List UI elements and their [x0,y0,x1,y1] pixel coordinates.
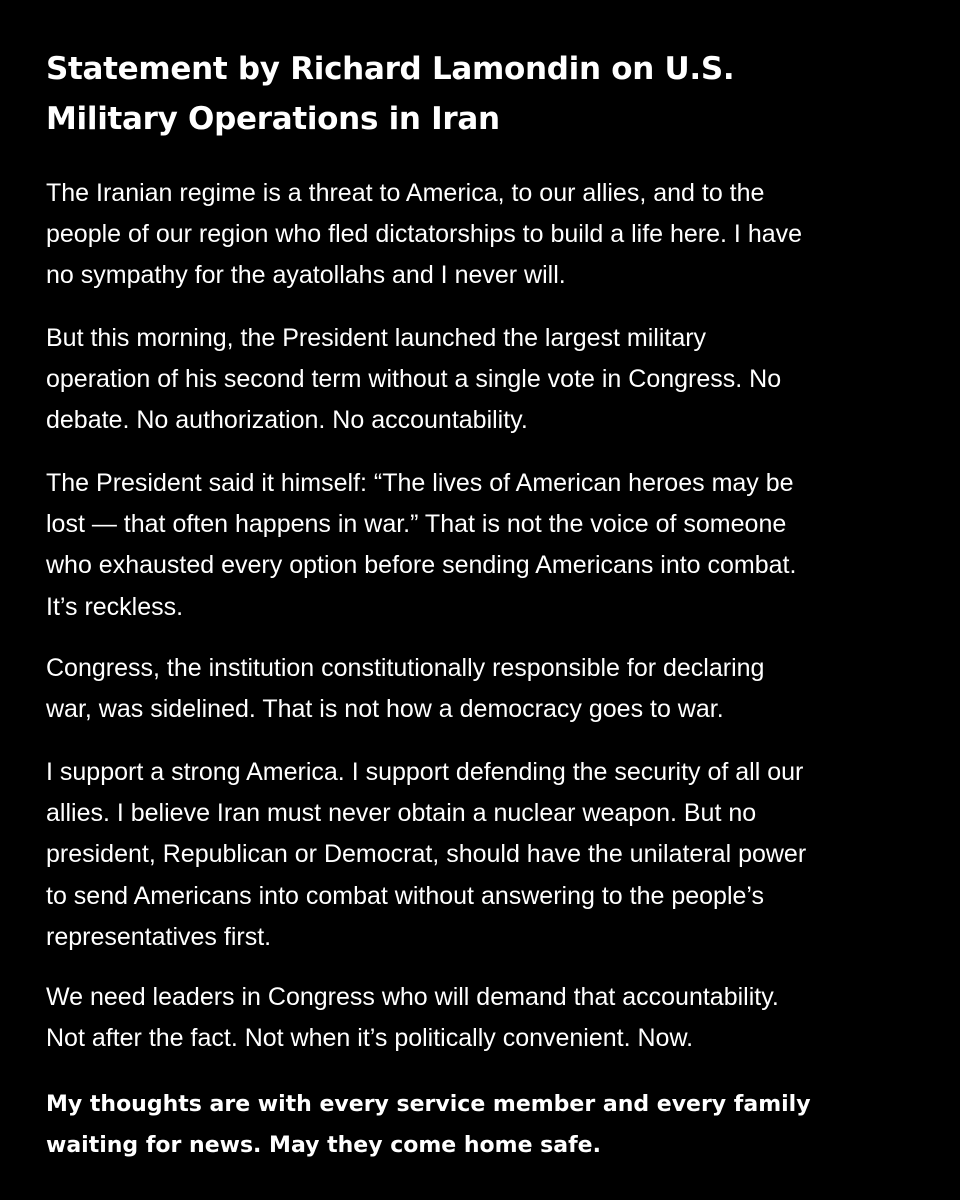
paragraph-line: It’s reckless. [46,592,184,621]
paragraph-line: no sympathy for the ayatollahs and I never will. [46,261,566,290]
paragraph-line: Not after the fact. Not when it’s politically convenient. Now. [46,1024,694,1053]
title-line: Statement by Richard Lamondin on U.S. [46,51,735,87]
paragraph-president-quote [46,463,946,628]
paragraph-line: operation of his second term without a single vote in Congress. No [46,365,782,394]
paragraph-no-vote [46,318,946,442]
paragraph-line: representatives first. [46,922,272,951]
paragraph-congress-sidelined [46,648,946,730]
paragraph-line: allies. I believe Iran must never obtain a nuclear weapon. But no [46,799,757,828]
paragraph-regime-threat [46,173,946,297]
paragraph-line: who exhausted every option before sending Americans into combat. [46,551,797,580]
paragraph-line: waiting for news. May they come home safe. [46,1133,601,1158]
paragraph-accountability [46,977,946,1059]
paragraph-line: The President said it himself: “The lives of American heroes may be [46,469,794,497]
title-line: Military Operations in Iran [46,101,500,137]
paragraph-line: But this morning, the President launched the largest military [46,324,707,352]
paragraph-closing-thoughts [46,1084,946,1166]
paragraph-line: debate. No authorization. No accountability. [46,406,528,435]
paragraph-line: president, Republican or Democrat, should have the unilateral power [46,840,807,869]
paragraph-line: people of our region who fled dictatorships to build a life here. I have [46,220,803,249]
paragraph-line: Congress, the institution constitutionally responsible for declaring [46,654,765,682]
paragraph-strong-america [46,752,946,958]
paragraph-line: lost — that often happens in war.” That is not the voice of someone [46,510,787,539]
paragraph-line: The Iranian regime is a threat to America, to our allies, and to the [46,179,765,207]
paragraph-line: to send Americans into combat without answering to the people’s [46,881,765,910]
paragraph-line: I support a strong America. I support defending the security of all our [46,758,804,786]
statement-title [46,44,926,144]
paragraph-line: We need leaders in Congress who will demand that accountability. [46,983,779,1011]
paragraph-line: My thoughts are with every service member and every family [46,1092,811,1117]
paragraph-line: war, was sidelined. That is not how a democracy goes to war. [46,695,724,724]
